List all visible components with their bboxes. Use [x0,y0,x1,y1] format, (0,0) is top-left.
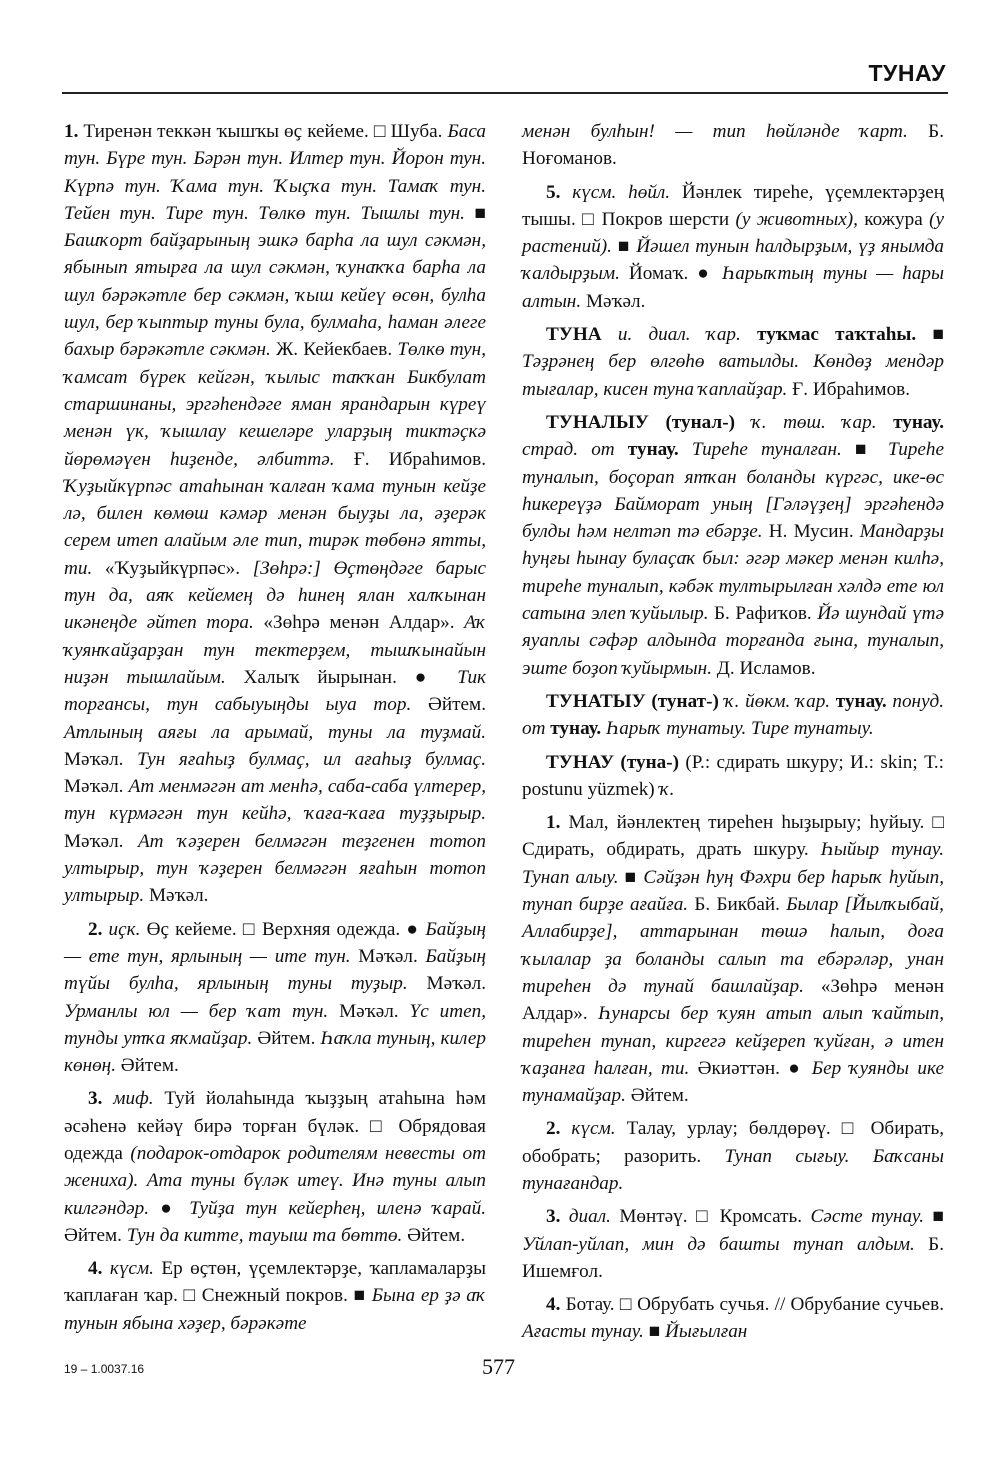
text-run: Бына ер ҙә аҡ тунын ябына хәҙер, бәрәкәте [64,1285,487,1334]
text-run: Ғ. Ибраһимов. [334,448,486,470]
text-run: Сәсте тунау. [810,1206,924,1228]
entry-tun-sense-1 [64,118,486,910]
text-run: Мал, йәнлектең тиреһен һыҙырыу; һуйыу. □ Сдирать, обдирать, драть шкуру. [522,812,944,861]
text-run: Һыйыр тунау. Тунап алыу. [522,839,944,888]
text-run: кожура [857,208,930,230]
text-run: Ғ. Ибраһимов. [787,378,911,400]
text-run: (у животных), [735,208,858,230]
text-run: Б. Ишемғол. [522,1233,944,1282]
entry-tun-sense-3 [64,1085,486,1249]
text-run: Баса тун. Бүре тун. Бәрән тун. Илтер тун. Йорон тун. Күрпә тун. Ҡама тун. Ҡыҫҡа тун. Тамаҡ тун. Тейен тун. Тире тун. Төлкө тун. Тышлы тун. [64,121,486,224]
text-run: [Зөһрә:] Өҫтөңдәге барыс тун да, аяҡ кейемең дә һинең ялан халҡынан икәнеңде әйтеп тора. [64,557,486,634]
text-run: и. диал. ҡар. [617,324,741,346]
text-run: ■ [916,324,944,346]
text-run [615,439,628,460]
text-run: Н. Мусин. [762,521,860,543]
text-run: Ат ҡәҙерен белмәгән теҙгенен тотоп ултырыр, тун ҡәҙерен белмәгән яғаһын тотоп ултырыр. [64,830,486,907]
text-run: понуд. от [522,690,945,740]
text-run: күсм. һөйл. [572,181,671,203]
entry-tunau-sense-2 [522,1115,944,1197]
text-run: Былар [Йылҡыбай, Аллабирҙе], аттарынан төшә һалып, доға ҡылалар ҙа боланды салып та ебәрәләр, унан тиреһен дә тунай башлайҙар. [522,894,944,997]
text-run: Байҙың — ете тун, ярлының — ите тун. [64,918,486,967]
text-run [679,439,692,460]
entry-tuna [522,321,944,403]
text-run: Тунап сығыу. Баҡсаны тунағандар. [522,1145,944,1194]
text-run: Ер өҫтөн, үҫемлектәрҙе, ҡапламаларҙы ҡаплаған ҡар. □ Снежный покров. ■ [64,1258,487,1307]
text-run: 4. [546,1294,561,1316]
text-run: Һунарсы бер ҡуян атып алып ҡайтып, тиреһен тунап, киргегә кейҙереп ҡуйған, ә итен ҡаҙанға һалған, ти. [522,1003,944,1079]
text-run: страд. от [522,439,615,461]
text-run: 2. [88,918,103,940]
text-run: Һаҡла туның, килер көнөң. [64,1027,486,1077]
text-run: ҡ. төш. ҡар. [751,411,877,433]
text-run: Ағасты тунау. [522,1321,644,1343]
text-run: «Зөһрә менән Алдар». [253,612,465,634]
text-run: Тәҙрәнең бер өлгөһө ватылды. Көндөҙ мендәр тығалар, кисен туна ҡаплайҙар. [522,351,944,400]
text-run: Йә шундай үтә яуаплы сәфәр алдында торғанда ғына, туналып, эште боҙоп ҡуйырмын. [522,603,944,679]
text-run: Сәйҙән һуң Фәхри бер һарыҡ һуйып, тунап бирҙе ағайға. [522,866,945,916]
text-run: күсм. [571,1118,616,1140]
entry-tun-sense-5 [522,179,944,315]
entry-tun-sense-4-continued [522,118,944,173]
text-run: 1. [546,812,561,834]
text-run: Бер ҡуянды ике тунамайҙар. [522,1057,944,1107]
text-run: ■ [611,236,637,258]
text-run: ҡ. йөкм. ҡар. [724,690,831,712]
text-run: (у растений). [522,208,944,258]
text-run: Мәҡәл. [407,973,486,995]
text-run: ■ [924,1206,945,1228]
text-run: Халыҡ йырынан. ● [225,666,458,688]
text-run: Мөнтәү. □ Кромсать. [610,1206,811,1228]
entry-tun-sense-4 [64,1255,486,1337]
text-run: Үс итеп, тунды утҡа яҡмайҙар. [64,1000,487,1049]
text-run: иҫк. [108,918,141,940]
text-run: Мәҡәл. [144,885,209,907]
text-run: ■ [841,439,888,461]
text-run: ҡ. [659,778,675,800]
text-run: Тиренән теккән ҡышҡы өҫ кейеме. □ Шуба. [78,121,448,142]
text-run [560,182,572,203]
text-run: Тун да китте, тауыш та бөттө. [126,1224,403,1246]
text-run: 5. [546,181,561,203]
text-run: Аҡ ҡуянҡайҙарҙан тун тектерҙем, тышҡынайын ниҙән тышлайым. [64,612,486,688]
text-run: (подарок-отдарок родителям невесты от жениха). [64,1142,486,1192]
text-run: Тик торғансы, тун сабыуыңды ыуа тор. [64,666,487,716]
entry-tunau-sense-3 [522,1203,944,1285]
printer-signature-code: 19 – 1.0037.16 [64,1362,145,1376]
text-run: 2. [546,1118,561,1140]
text-run: Д. Исламов. [712,657,816,679]
entry-tunau [522,749,944,804]
text-run: Б. Бикбай. [688,894,787,916]
text-run: Ботау. □ Обрубать сучья. // Обрубание сучьев. [560,1294,944,1316]
text-run: тунау. [835,690,887,712]
text-run [877,412,894,433]
text-run: Мәҡәл. [581,290,646,312]
text-run [138,1170,147,1191]
text-run: Ата туны бүләк итеү. Инә туны алып килгәндәр. [64,1170,486,1219]
text-run: Тиреһе туналып, боҫорап ятҡан боланды күргәс, ике-өс һикереүҙә Байморат уның [Гәләүҙең] эргәһендә булды һәм нелтәп тә ебәрҙе. [522,439,945,543]
text-run: диал. [568,1206,611,1228]
text-run: менән булһын! — тип һөйләнде ҡарт. [522,121,908,142]
text-run: Мәҡәл. [64,830,138,852]
text-run: тунау. [550,718,602,740]
text-run: Тиреһе туналған. [691,439,842,461]
text-run: 4. [88,1258,103,1280]
text-run [102,1258,109,1279]
right-column [522,118,944,1352]
text-run: Йомаҡ. ● [619,263,722,285]
text-run: Әйтем. [625,1085,689,1107]
text-run: Туй йолаһында ҡыҙҙың атаһына һәм әсәһенә кейәү бирә торған бүләк. □ Обрядовая одежда [64,1088,487,1164]
text-run: 3. [546,1206,561,1228]
text-run: Мандарҙы һуңғы һынау булаҫаҡ был: әгәр мәкер менән килһә, тиреһе туналып, кәбәк тултырылған хәлдә ете юл сатына элеп ҡуйылыр. [522,521,944,625]
entry-tunau-sense-4 [522,1291,944,1346]
text-run: ТУНАУ (туна-) [546,751,680,773]
text-run: ● [149,1197,190,1219]
text-run: Йәшел тунын һалдырҙым, үҙ янымда ҡалдырҙым. [522,236,945,285]
text-run: Өҫ кейеме. □ Верхняя одежда. ● [140,918,426,940]
text-run: Йәнлек тиреһе, үҫемлектәрҙең тышы. □ Покров шерсти [522,181,945,230]
text-run: Урманлы юл — бер ҡат тун. [64,1000,329,1022]
text-run: Мәҡәл. [350,945,426,967]
text-run: Әйтем. [116,1055,179,1077]
text-run: ■ [464,202,486,224]
text-run: Байҙың түйы булһа, ярлының туны туҙыр. [64,945,486,995]
text-run: Әйтем. [252,1027,321,1049]
text-run: туҡмас таҡтаһы. [757,324,917,346]
text-run: Әкиәттән. ● [689,1057,812,1079]
text-run: Төлкө тун, ҡамсат бүрек кейгән, ҡылыс таҡҡан Бикбулат старшинаны, эргәһендәге яман ярандарын күреү менән үк, ҡышлау кешеләре уларҙың тиктәҫкә йөрөмәүен һиҙенде, әлбиттә. [64,339,487,470]
text-run: (Р.: сдирать шкуру; И.: skin; Т.: postunu yüzmek) [522,751,944,800]
left-column [64,118,486,1343]
text-run: күсм. [109,1258,154,1280]
text-run [102,1088,113,1109]
text-run: Һарыҡ тунатыу. Тире тунатыу. [605,718,874,740]
text-run: «Зөһрә менән Алдар». [522,975,945,1025]
text-run: Йығылған [665,1321,748,1343]
text-run: тунау. [627,439,679,461]
text-run: ТУНА [546,324,602,346]
text-run: Тун яғаһыҙ булмаҫ, ил ағаһыҙ булмаҫ. [137,748,486,770]
text-run: ■ [643,1321,666,1343]
text-run: 1. [64,121,79,142]
text-run: тунау. [893,411,945,433]
entry-tunau-sense-1 [522,809,944,1109]
text-run: Мәҡәл. [328,1000,410,1022]
text-run: Туйҙа тун кейерһең, иленә ҡарай. [189,1197,486,1219]
text-run: «Ҡуҙыйкүрпәс». [92,557,253,579]
running-title: ТУНАУ [868,60,946,86]
text-run: Әйтем. [64,1224,127,1246]
text-run [560,1118,571,1139]
text-run: Башҡорт байҙарының эшкә барһа ла шул сәкмән, ябынып ятырға ла шул сәкмән, ҡунаҡҡа барһа ла шул бәрәкәтле бер сәкмән, ҡыш кейеү өсөн, булһа шул, бер ҡыптыр туны була, булмаһа, һаман әлеге бахыр бәрәкәтле сәкмән. [64,230,486,361]
text-run [602,324,618,345]
text-run: ТУНАТЫУ (тунат-) [546,690,719,712]
text-run [560,1206,568,1227]
text-run [741,324,757,345]
text-run: Әйтем. [411,694,486,716]
text-run: Атлының аяғы ла арымай, туны ла туҙмай. [64,721,486,743]
text-run: Ат менмәгән ат менһә, саба-саба үлтерер, тун күрмәгән тун кейһә, ҡаға-ҡаға туҙҙырыр. [64,776,487,825]
text-run: Ж. Кейекбаев. [270,339,398,361]
running-header [62,58,948,94]
text-run: Ҡуҙыйкүрпәс атаһынан ҡалған ҡама тунын кейҙе лә, билен көмөш кәмәр менән быуҙы ла, әҙерәк серем итеп алайым әле тип, тирәк төбөнә ятты, ти. [64,475,486,579]
text-run: ТУНАЛЫУ (тунал-) [546,411,735,433]
text-run [735,412,752,433]
text-run: Мәҡәл. [64,776,129,798]
text-run: Мәҡәл. [64,748,138,770]
entry-tun-sense-2 [64,916,486,1080]
entry-tunatyu [522,688,944,743]
page-number: 577 [482,1354,515,1379]
text-run: Һарыҡтың туны — һары алтын. [522,263,944,312]
text-run: ■ [618,866,644,888]
entry-tunalyu [522,409,944,682]
text-run: Б. Ноғоманов. [522,121,944,170]
text-run: Б. Рафиҡов. [708,603,818,625]
text-run: 3. [88,1088,103,1110]
text-run: Уйлап-уйлап, мин дә башты тунап алдым. [522,1233,915,1255]
text-run: Талау, урлау; бөлдөрөү. □ Обирать, обобрать; разорить. [522,1118,945,1167]
text-run: миф. [113,1088,154,1110]
text-run: Әйтем. [402,1224,466,1246]
